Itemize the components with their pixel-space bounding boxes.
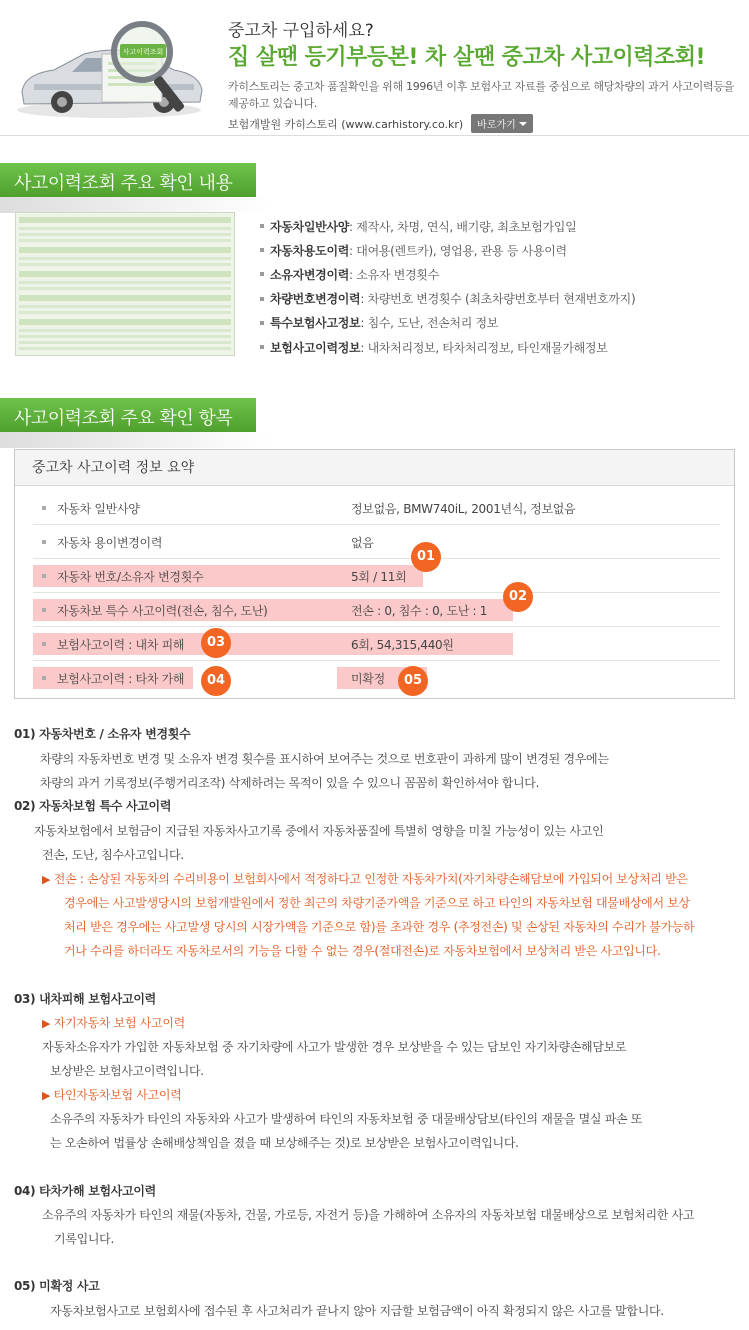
explain-03-line: 자동차소유자가 가입한 자동차보험 중 자기차량에 사고가 발생한 경우 보상받을 수 있는 담보인 자기차량손해담보로 xyxy=(42,1040,627,1054)
header-subtitle: 중고차 구입하세요? xyxy=(228,21,374,41)
info-item: 특수보험사고정보 : 침수, 도난, 전손처리 정보 xyxy=(260,311,740,335)
info-item: 자동차용도이력 : 대여용(렌트카), 영업용, 관용 등 사용이력 xyxy=(260,238,740,262)
explain-04-line: 기록입니다. xyxy=(54,1232,114,1246)
explain-02-total-loss: ▶ 전손 : 손상된 자동차의 수리비용이 보험회사에서 적정하다고 인정한 자동차가치(자기차량손해담보에 가입되어 보상처리 받은 xyxy=(42,872,688,886)
explain-03-sub2: ▶ 타인자동차보험 사고이력 xyxy=(42,1088,182,1102)
section1-title: 사고이력조회 주요 확인 내용 xyxy=(14,173,233,194)
info-list xyxy=(260,214,740,359)
section1-banner xyxy=(0,163,270,199)
explain-03-line: 소유주의 자동차가 타인의 자동차와 사고가 발생하여 타인의 자동차보험 중 대물배상담보(타인의 재물을 멸실 파손 또 xyxy=(50,1112,643,1126)
explain-01-title: 01) 자동차번호 / 소유자 변경횟수 xyxy=(14,727,191,741)
summary-row: 자동차 일반사양 정보없음, BMW740iL, 2001년식, 정보없음 xyxy=(33,491,720,525)
arrow-right-icon: ▶ xyxy=(42,873,51,886)
explain-02-line: 전손, 도난, 침수사고입니다. xyxy=(42,848,184,862)
explain-05-line: 자동차보험사고로 보험회사에 접수된 후 사고처리가 끝나지 않아 지급할 보험금액이 아직 확정되지 않은 사고를 말합니다. xyxy=(50,1304,664,1318)
summary-row: 보험사고이력 : 타차 가해 미확정 xyxy=(33,661,720,695)
explain-02-total-loss-line: 처리 받은 경우에는 사고발생 당시의 시장가액을 기준으로 함)를 초과한 경우 (추정전손) 및 손상된 자동차의 수리가 불가능하 xyxy=(64,920,695,934)
header-description: 카히스토리는 중고차 품질확인을 위해 1996년 이후 보험사고 자료를 중심으로 해당차량의 과거 사고이력등을 제공하고 있습니다. xyxy=(228,80,734,110)
car-magnifier-illustration xyxy=(14,14,214,124)
summary-box xyxy=(14,449,735,699)
goto-button[interactable]: 바로가기 xyxy=(471,114,533,133)
summary-title: 중고차 사고이력 정보 요약 xyxy=(15,450,734,486)
section2-banner xyxy=(0,398,270,434)
section2-title: 사고이력조회 주요 확인 항목 xyxy=(14,408,233,429)
explain-01-line: 차량의 자동차번호 변경 및 소유자 변경 횟수를 표시하여 보여주는 것으로 번호판이 과하게 많이 변경된 경우에는 xyxy=(40,752,609,766)
header xyxy=(0,0,749,136)
explain-02-title: 02) 자동차보험 특수 사고이력 xyxy=(14,799,172,813)
chevron-down-icon xyxy=(519,122,527,126)
info-item: 소유자변경이력 : 소유자 변경횟수 xyxy=(260,262,740,286)
explain-05-title: 05) 미확정 사고 xyxy=(14,1279,100,1293)
info-item: 자동차일반사양 : 제작사, 차명, 연식, 배기량, 최초보험가입일 xyxy=(260,214,740,238)
explain-03-line: 보상받은 보험사고이력입니다. xyxy=(50,1064,204,1078)
summary-row: 보험사고이력 : 내차 피해 6회, 54,315,440원 xyxy=(33,627,720,661)
badge-05: 05 xyxy=(398,666,428,696)
explain-02-total-loss-line: 거나 수리를 하더라도 자동차로서의 기능을 다할 수 없는 경우(절대전손)로 자동차보험에서 보상처리 받은 사고입니다. xyxy=(64,944,661,958)
info-item: 보험사고이력정보 : 내차처리정보, 타차처리정보, 타인재물가해정보 xyxy=(260,335,740,359)
explain-04-title: 04) 타차가해 보험사고이력 xyxy=(14,1184,156,1198)
badge-03: 03 xyxy=(201,628,231,658)
summary-row: 자동차 번호/소유자 변경횟수 5회 / 11회 xyxy=(33,559,720,593)
summary-row: 자동차 용이변경이력 없음 xyxy=(33,525,720,559)
carhistory-link-text: 보험개발원 카히스토리 (www.carhistory.co.kr) xyxy=(228,117,464,131)
svg-text:사고이력조회: 사고이력조회 xyxy=(122,48,164,56)
arrow-right-icon: ▶ xyxy=(42,1017,51,1030)
carhistory-link-row xyxy=(228,114,533,133)
badge-01: 01 xyxy=(411,542,441,572)
summary-row: 자동차보 특수 사고이력(전손, 침수, 도난) 전손 : 0, 침수 : 0, 도난 : 1 xyxy=(33,593,720,627)
report-thumbnail xyxy=(15,212,235,356)
explain-03-title: 03) 내차피해 보험사고이력 xyxy=(14,992,156,1006)
explain-02-total-loss-line: 경우에는 사고발생당시의 보험개발원에서 정한 최근의 차량기준가액을 기준으로 하고 타인의 자동차보험 대물배상에서 보상 xyxy=(64,896,690,910)
explain-02-line: 자동차보험에서 보험금이 지급된 자동차사고기록 중에서 자동차품질에 특별히 영향을 미칠 가능성이 있는 사고인 xyxy=(34,824,604,838)
badge-02: 02 xyxy=(503,582,533,612)
header-title: 집 살땐 등기부등본! 차 살땐 중고차 사고이력조회! xyxy=(228,45,706,70)
explain-04-line: 소유주의 자동차가 타인의 재물(자동차, 건물, 가로등, 자전거 등)을 가해하여 소유자의 자동차보험 대물배상으로 보험처리한 사고 xyxy=(42,1208,695,1222)
arrow-right-icon: ▶ xyxy=(42,1089,51,1102)
explain-03-line: 는 오손하여 법률상 손해배상책임을 졌을 때 보상해주는 것)로 보상받은 보험사고이력입니다. xyxy=(50,1136,519,1150)
explain-03-sub1: ▶ 자기자동차 보험 사고이력 xyxy=(42,1016,185,1030)
badge-04: 04 xyxy=(201,666,231,696)
info-item: 차량번호변경이력 : 차량번호 변경횟수 (최초차량번호부터 현재번호까지) xyxy=(260,287,740,311)
explain-01-line: 차량의 과거 기록정보(주행거리조작) 삭제하려는 목적이 있을 수 있으니 꼼꼼히 확인하셔야 합니다. xyxy=(40,776,540,790)
